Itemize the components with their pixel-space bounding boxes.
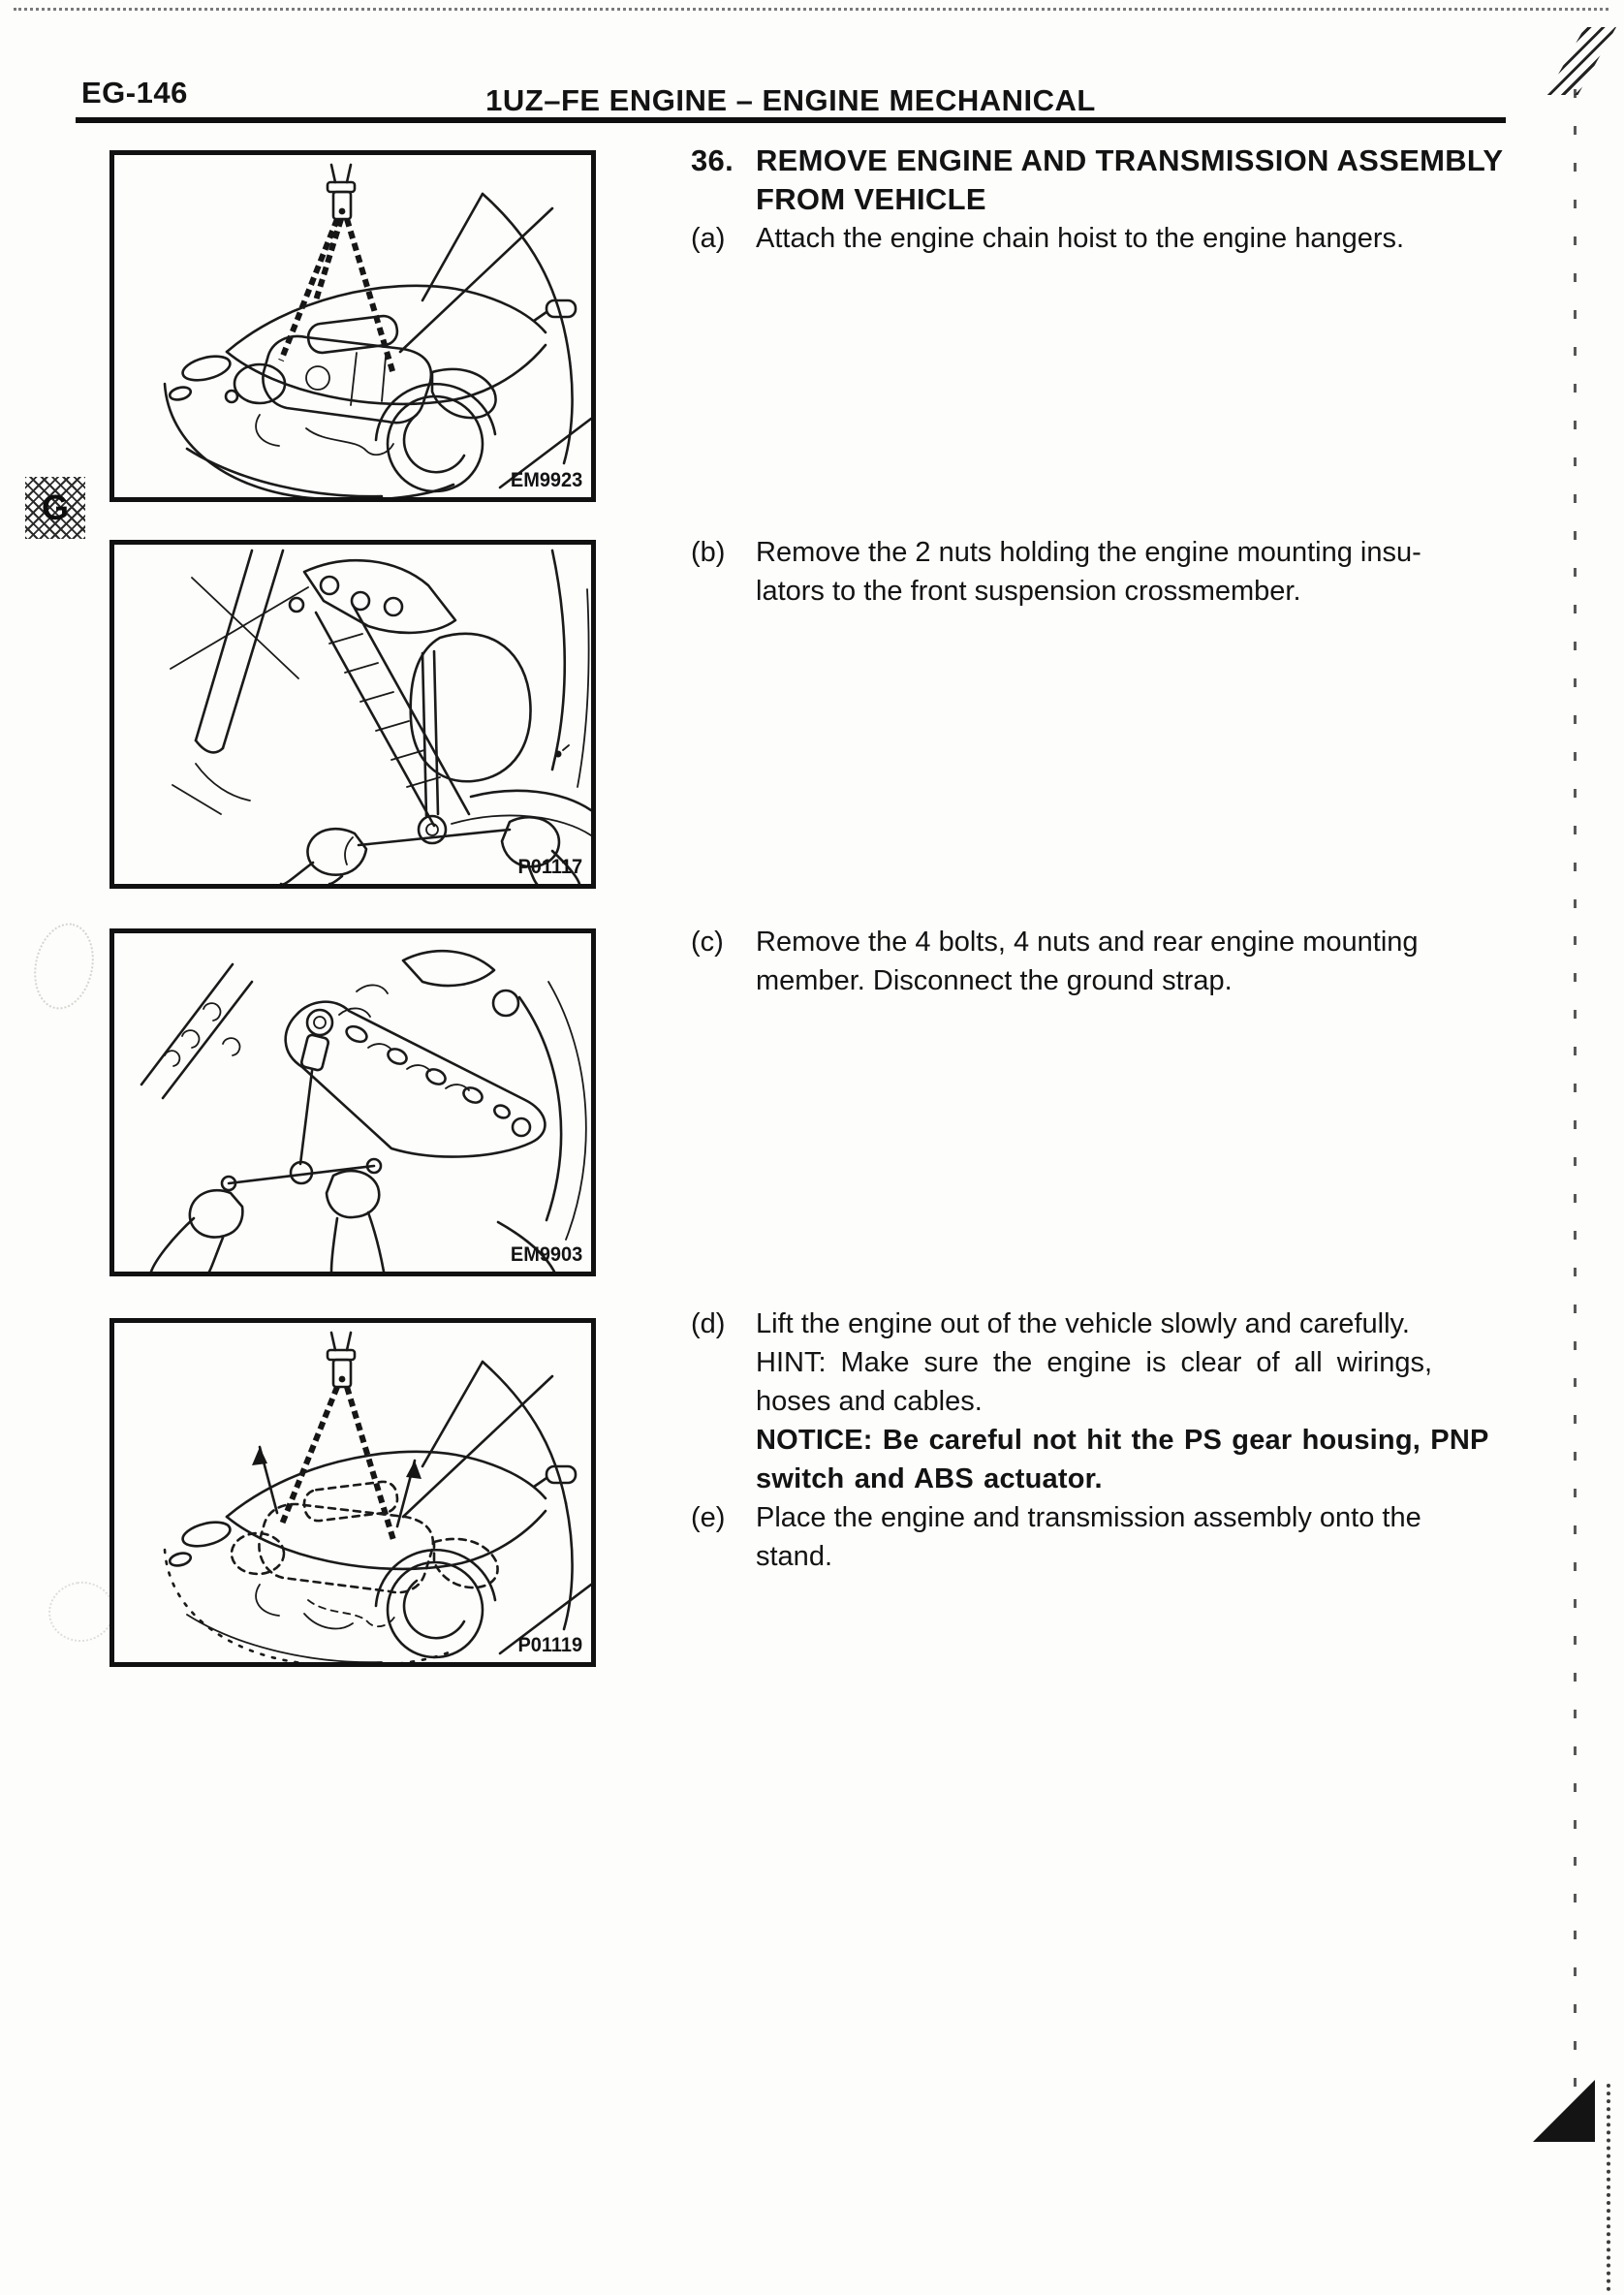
step-number: 36. [691,143,734,177]
substep-a [691,219,1515,258]
substep-label: (e) [691,1502,726,1533]
substep-text-line: Remove the 4 bolts, 4 nuts and rear engine mounting [756,927,1419,958]
substep-label: (d) [691,1308,726,1339]
substep-label: (b) [691,537,726,568]
photocopy-smudge [45,1578,118,1647]
rear-mounting-member-illustration [114,933,591,1272]
substep-c [691,923,1515,1000]
figure-code: P01119 [517,1634,582,1656]
scan-right-edge-dots [1607,2084,1610,2291]
substep-d [691,1305,1515,1498]
substep-text-line: lators to the front suspension crossmember. [756,576,1301,607]
step-title-line: REMOVE ENGINE AND TRANSMISSION ASSEMBLY [756,143,1504,177]
hint-text-line: HINT: Make sure the engine is clear of all wirings, [756,1347,1433,1378]
step-heading [691,141,1515,219]
header-rule [76,117,1506,123]
substep-text-line: Attach the engine chain hoist to the engine hangers. [756,223,1405,254]
page-title: 1UZ–FE ENGINE – ENGINE MECHANICAL [485,83,1096,117]
figure-front-crossmember [109,540,596,889]
section-tab [25,477,85,539]
engine-hoist-illustration [114,155,591,497]
figure-engine-lift [109,1318,596,1667]
step-title-line: FROM VEHICLE [756,182,986,216]
substep-b [691,533,1515,611]
figure-code: EM9923 [510,469,582,491]
figure-engine-hoist [109,150,596,502]
photocopy-smudge [26,918,101,1016]
notice-text-line: NOTICE: Be careful not hit the PS gear housing, PNP [756,1425,1489,1456]
scan-right-edge-dash [1574,89,1577,2139]
substep-e [691,1498,1515,1576]
substep-label: (a) [691,223,726,254]
substep-text-line: Remove the 2 nuts holding the engine mounting insu- [756,537,1421,568]
hint-text-line: hoses and cables. [756,1386,983,1417]
substep-text-line: stand. [756,1541,832,1572]
substep-text-line: Place the engine and transmission assembly onto the [756,1502,1421,1533]
substep-label: (c) [691,927,724,958]
scan-dotted-top-edge [14,8,1608,11]
front-crossmember-illustration [114,545,591,884]
page-number: EG-146 [81,76,188,110]
scan-page-curl-artifact [1533,2080,1595,2142]
notice-text-line: switch and ABS actuator. [756,1463,1103,1494]
substep-text-line: member. Disconnect the ground strap. [756,965,1233,996]
scan-corner-hatch-icon [1546,27,1616,95]
figure-code: P01117 [517,856,582,878]
section-tab-letter: G [41,487,69,527]
figure-rear-mounting-member [109,928,596,1276]
engine-lift-illustration [114,1323,591,1662]
substep-text-line: Lift the engine out of the vehicle slowly and carefully. [756,1308,1410,1339]
figure-code: EM9903 [510,1243,582,1266]
